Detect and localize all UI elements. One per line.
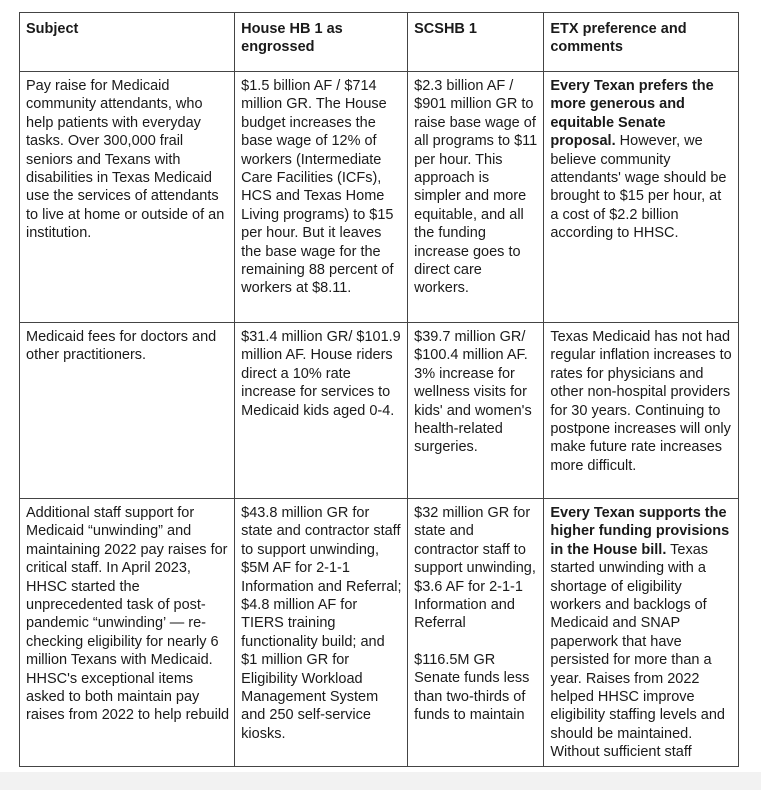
cell-senate [408,499,544,767]
header-row [20,13,739,72]
header-subject: Subject [20,13,235,72]
cell-etx: Texas Medicaid has not had regular inflation increases to rates for physicians and other non-hospital providers for 30 years. Continuing to postpone increases will only make future rate increases more difficult. [544,323,739,499]
comparison-table [19,12,739,767]
header-senate: SCSHB 1 [408,13,544,72]
cell-house: $31.4 million GR/ $101.9 million AF. House riders direct a 10% rate increase for services to Medicaid kids aged 0-4. [235,323,408,499]
senate-detail: 3% increase for wellness visits for kids' and women's health-related surgeries. [414,365,532,456]
page-bottom-edge [0,772,761,790]
etx-comment: Texas started unwinding with a shortage of eligibility workers and backlogs of Medicaid and SNAP paperwork that have persisted for more than a year. Raises from 2022 helped HHSC improve eligibility staffing levels and should be maintained. Without sufficient staff [550,541,725,761]
table-row [20,72,739,323]
cell-house: $43.8 million GR for state and contractor staff to support unwinding, $5M AF for 2-1-1 Information and Referral; $4.8 million AF for TIERS training functionality build; and $1 million GR for Eligibility Workload Management System and 250 self-service kiosks. [235,499,408,767]
cell-house: $1.5 billion AF / $714 million GR. The House budget increases the base wage of 12% of workers (Intermediate Care Facilities (ICFs), HCS and Texas Home Living programs) to $15 per hour. But it leaves the base wage for the remaining 88 percent of workers at $8.11. [235,72,408,323]
header-etx: ETX preference and comments [544,13,739,72]
header-house: House HB 1 as engrossed [235,13,408,72]
cell-senate [408,323,544,499]
table-row [20,323,739,499]
cell-etx [544,499,739,767]
senate-funding: $39.7 million GR/ $100.4 million AF. [414,329,528,364]
etx-emphasis: Every Texan prefers the more generous and equitable Senate proposal. [550,78,714,150]
cell-subject: Additional staff support for Medicaid “unwinding” and maintaining 2022 pay raises for critical staff. In April 2023, HHSC started the unprecedented task of post-pandemic “unwinding’ — re-checking eligibility for nearly 6 million Texans with Medicaid. HHSC's exceptional items asked to both maintain pay raises from 2022 to help rebuild [20,499,235,767]
table-row [20,499,739,767]
cell-etx [544,72,739,323]
etx-comment: However, we believe community attendants' wage should be brought to $15 per hour, at a cost of $2.2 billion according to HHSC. [550,133,727,242]
cell-senate: $2.3 billion AF / $901 million GR to raise base wage of all programs to $11 per hour. This approach is simpler and more equitable, and all the funding increase goes to direct care workers. [408,72,544,323]
senate-funding: $32 million GR for state and contractor staff to support unwinding, $3.6 AF for 2-1-1 Information and Referral [414,505,536,632]
cell-subject: Medicaid fees for doctors and other practitioners. [20,323,235,499]
cell-subject: Pay raise for Medicaid community attendants, who help patients with everyday tasks. Over 300,000 frail seniors and Texans with disabilities in Texas Medicaid use the services of attendants to live at home or outside of an institution. [20,72,235,323]
etx-emphasis: Every Texan supports the higher funding provisions in the House bill. [550,505,730,558]
senate-detail: $116.5M GR Senate funds less than two-thirds of funds to maintain [414,651,530,724]
